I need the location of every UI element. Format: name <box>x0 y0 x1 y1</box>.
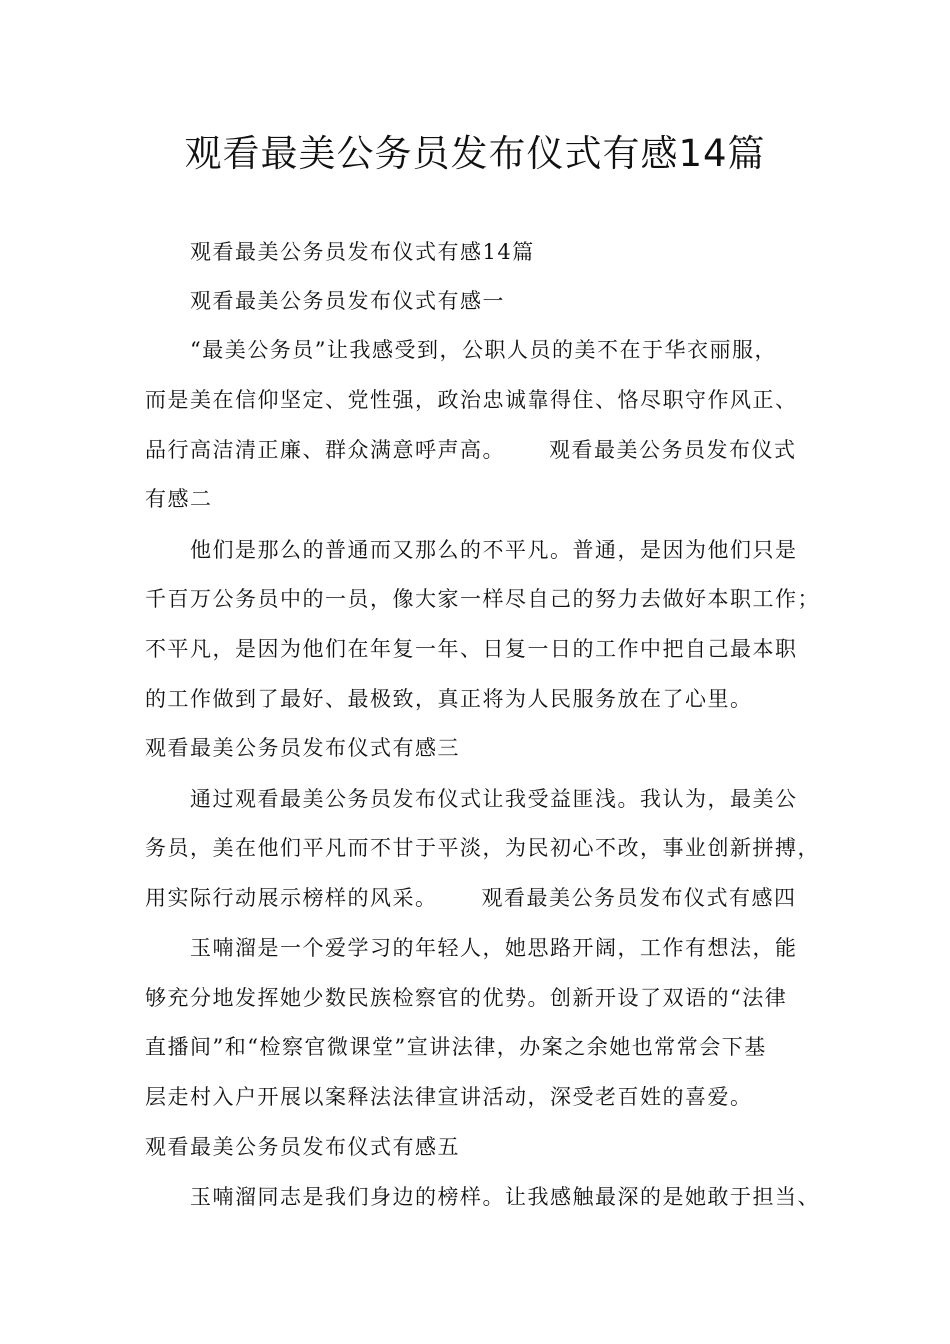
paragraph-line: 不平凡，是因为他们在年复一年、日复一日的工作中把自己最本职 <box>145 637 798 661</box>
paragraph-line: 玉喃溜同志是我们身边的榜样。让我感触最深的是她敢于担当、 <box>190 1185 820 1209</box>
paragraph-line: 直播间”和“检察官微课堂”宣讲法律，办案之余她也常常会下基 <box>145 1035 767 1059</box>
paragraph-line: 通过观看最美公务员发布仪式让我受益匪浅。我认为，最美公 <box>190 787 798 811</box>
paragraph-line: 他们是那么的普通而又那么的不平凡。普通，是因为他们只是 <box>190 538 798 562</box>
paragraph-line <box>145 883 797 913</box>
paragraph-text: 用实际行动展示榜样的风采。 <box>145 886 438 910</box>
subtitle-line: 观看最美公务员发布仪式有感14篇 <box>190 240 535 264</box>
paragraph-line: 够充分地发挥她少数民族检察官的优势。创新开设了双语的“法律 <box>145 986 788 1010</box>
paragraph-text: 品行高洁清正廉、群众满意呼声高。 <box>145 438 505 462</box>
paragraph-line: “最美公务员”让我感受到，公职人员的美不在于华衣丽服， <box>190 338 777 362</box>
paragraph-line: 千百万公务员中的一员，像大家一样尽自己的努力去做好本职工作； <box>145 587 820 611</box>
paragraph-line: 的工作做到了最好、最极致，真正将为人民服务放在了心里。 <box>145 687 753 711</box>
paragraph-line: 而是美在信仰坚定、党性强，政治忠诚靠得住、恪尽职守作风正、 <box>145 388 798 412</box>
section-heading-1: 观看最美公务员发布仪式有感一 <box>190 289 505 313</box>
paragraph-line: 玉喃溜是一个爱学习的年轻人，她思路开阔，工作有想法，能 <box>190 936 798 960</box>
section-heading-5: 观看最美公务员发布仪式有感五 <box>145 1135 460 1159</box>
section-heading-3: 观看最美公务员发布仪式有感三 <box>145 736 460 760</box>
section-heading-2-cont: 有感二 <box>145 487 213 511</box>
section-heading-4: 观看最美公务员发布仪式有感四 <box>481 886 797 910</box>
paragraph-line <box>145 435 797 465</box>
paragraph-line: 层走村入户开展以案释法法律宣讲活动，深受老百姓的喜爱。 <box>145 1085 753 1109</box>
document-title: 观看最美公务员发布仪式有感14篇 <box>184 132 766 175</box>
section-heading-2: 观看最美公务员发布仪式 <box>549 438 797 462</box>
paragraph-line: 务员，美在他们平凡而不甘于平淡，为民初心不改，事业创新拼搏， <box>145 836 820 860</box>
